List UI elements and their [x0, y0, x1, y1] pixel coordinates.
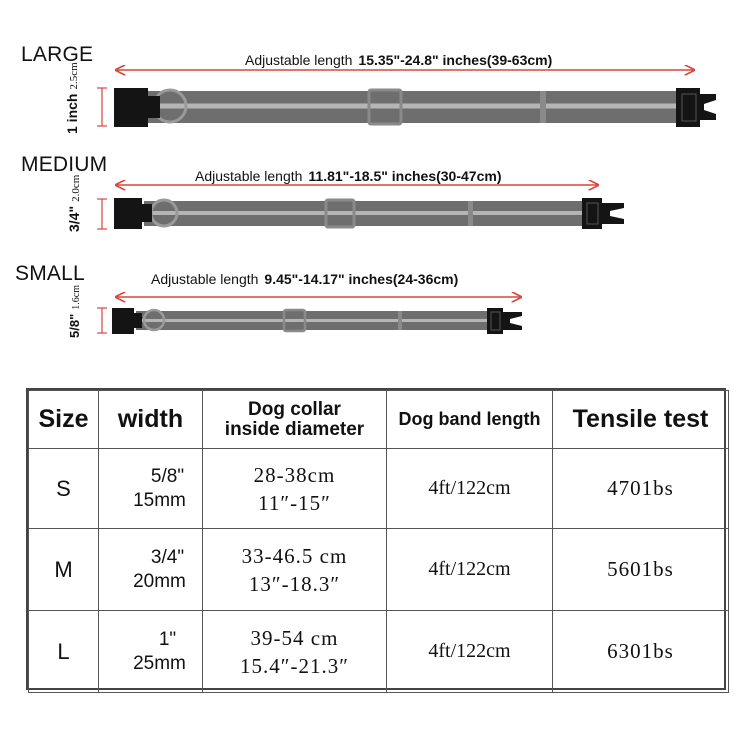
row-diameter	[203, 611, 387, 693]
row-size: M	[29, 529, 99, 611]
row-width-mm: 25mm	[133, 652, 186, 674]
large-collar	[97, 70, 716, 127]
medium-collar	[97, 185, 624, 229]
header-size: Size	[29, 391, 99, 449]
row-diameter-cm: 39-54 cm	[250, 625, 339, 650]
header-inside-diameter	[203, 391, 387, 449]
row-size: S	[29, 449, 99, 529]
row-width-inch: 5/8"	[150, 465, 185, 487]
large-width-cm: 2.5cm	[68, 62, 80, 90]
row-diameter	[203, 529, 387, 611]
table-header-row	[29, 391, 729, 449]
row-band-length: 4ft/122cm	[387, 449, 553, 529]
row-size: L	[29, 611, 99, 693]
row-width	[99, 611, 203, 693]
row-width	[99, 529, 203, 611]
medium-width-inch: 3/4"	[66, 205, 82, 232]
header-tensile-test: Tensile test	[553, 391, 729, 449]
row-band-length: 4ft/122cm	[387, 529, 553, 611]
small-size-label: SMALL	[15, 262, 85, 285]
medium-width-cm: 2.0cm	[70, 174, 82, 202]
header-band-length: Dog band length	[387, 391, 553, 449]
row-diameter-cm: 33-46.5 cm	[241, 543, 348, 568]
row-diameter-cm: 28-38cm	[253, 462, 336, 487]
table-row	[29, 529, 729, 611]
row-diameter-inch: 15.4″-21.3″	[240, 653, 349, 678]
row-band-length: 4ft/122cm	[387, 611, 553, 693]
small-collar	[97, 297, 522, 334]
small-adjustable-label: Adjustable length	[151, 271, 259, 287]
size-spec-table	[26, 388, 726, 690]
header-diameter-line1: Dog collar	[248, 398, 341, 420]
header-diameter-line2: inside diameter	[224, 418, 365, 440]
large-adjustable-label: Adjustable length	[245, 52, 353, 68]
row-width-mm: 15mm	[133, 489, 186, 511]
row-width	[99, 449, 203, 529]
large-width-inch: 1 inch	[64, 93, 80, 134]
small-width-inch: 5/8"	[67, 313, 82, 338]
row-width-mm: 20mm	[133, 570, 186, 592]
small-width-cm: 1.6cm	[71, 285, 82, 310]
medium-size-label: MEDIUM	[21, 153, 108, 176]
row-diameter-inch: 11″-15″	[258, 490, 331, 515]
row-width-inch: 3/4"	[150, 546, 185, 568]
medium-adjustable-label: Adjustable length	[195, 168, 303, 184]
large-size-label: LARGE	[21, 43, 94, 66]
table-row	[29, 449, 729, 529]
small-length-range: 9.45"-14.17" inches(24-36cm)	[264, 271, 459, 287]
table-row	[29, 611, 729, 693]
large-keeper	[540, 91, 546, 123]
row-diameter-inch: 13″-18.3″	[248, 571, 341, 596]
row-width-inch: 1"	[158, 628, 177, 650]
row-tensile: 5601bs	[553, 529, 729, 611]
header-width: width	[99, 391, 203, 449]
row-tensile: 6301bs	[553, 611, 729, 693]
medium-keeper	[468, 201, 473, 226]
row-tensile: 4701bs	[553, 449, 729, 529]
large-length-range: 15.35"-24.8" inches(39-63cm)	[358, 52, 553, 68]
row-diameter	[203, 449, 387, 529]
small-keeper	[398, 311, 402, 330]
medium-length-range: 11.81"-18.5" inches(30-47cm)	[308, 168, 502, 184]
